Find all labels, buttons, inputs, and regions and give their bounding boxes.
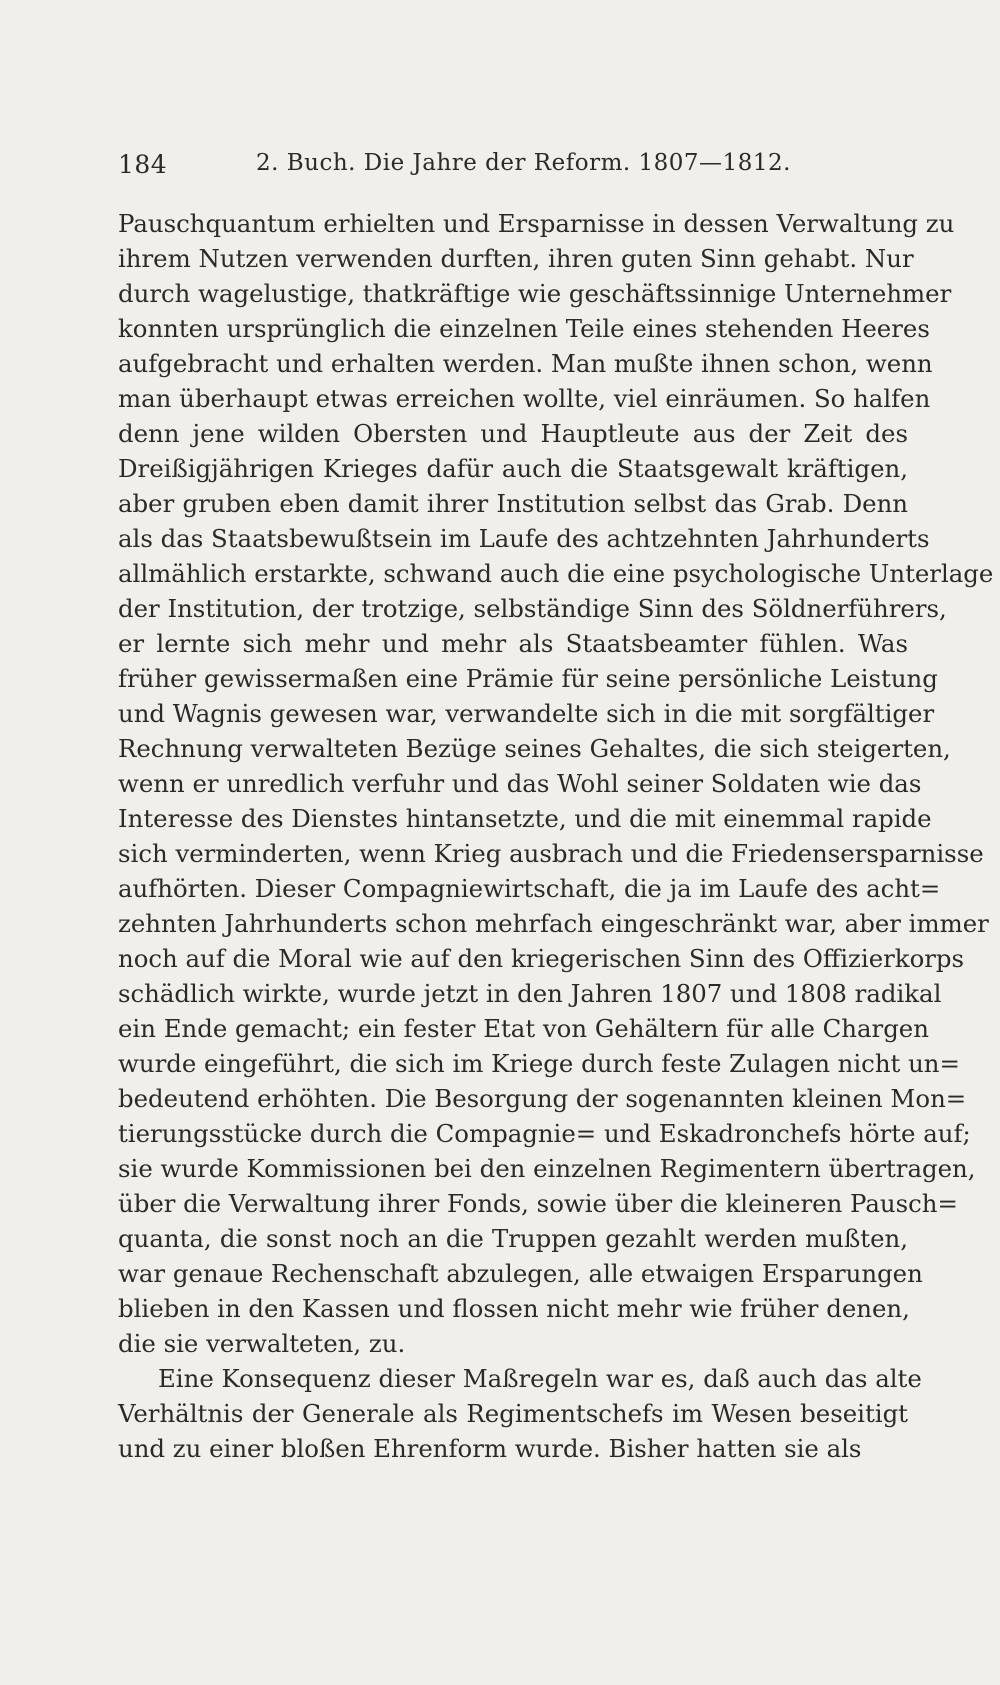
text-line: als das Staatsbewußtsein im Laufe des achtzehnten Jahrhunderts [118,524,930,553]
page-number: 184 [118,150,168,179]
text-line: Dreißigjährigen Krieges dafür auch die Staatsgewalt kräftigen, [118,454,908,483]
text-line: noch auf die Moral wie auf den kriegerischen Sinn des Offizierkorps [118,944,965,973]
text-line: und Wagnis gewesen war, verwandelte sich in die mit sorgfältiger [118,699,935,728]
text-line: sich verminderten, wenn Krieg ausbrach und die Friedensersparnisse [118,839,984,868]
text-line: quanta, die sonst noch an die Truppen gezahlt werden mußten, [118,1224,908,1253]
text-line: konnten ursprünglich die einzelnen Teile eines stehenden Heeres [118,314,930,343]
running-title: 2. Buch. Die Jahre der Reform. 1807—1812. [256,150,791,176]
text-line: und zu einer bloßen Ehrenform wurde. Bisher hatten sie als [118,1434,862,1463]
text-line: bedeutend erhöhten. Die Besorgung der sogenannten kleinen Mon= [118,1084,967,1113]
text-line: Eine Konsequenz dieser Maßregeln war es, daß auch das alte [158,1364,922,1393]
text-line: man überhaupt etwas erreichen wollte, viel einräumen. So halfen [118,384,931,413]
text-line: sie wurde Kommissionen bei den einzelnen Regimentern übertragen, [118,1154,976,1183]
text-line: allmählich erstarkte, schwand auch die eine psychologische Unterlage [118,559,994,588]
text-line: über die Verwaltung ihrer Fonds, sowie über die kleineren Pausch= [118,1189,958,1218]
text-line: er lernte sich mehr und mehr als Staatsbeamter fühlen. Was [118,629,908,658]
text-line: schädlich wirkte, wurde jetzt in den Jahren 1807 und 1808 radikal [118,979,942,1008]
body-text [118,206,994,1466]
text-line: blieben in den Kassen und flossen nicht mehr wie früher denen, [118,1294,910,1323]
text-line: Pauschquantum erhielten und Ersparnisse in dessen Verwaltung zu [118,209,955,238]
text-line: aber gruben eben damit ihrer Institution selbst das Grab. Denn [118,489,908,518]
text-line: die sie verwalteten, zu. [118,1329,406,1358]
paragraph [118,206,994,1361]
text-line: wurde eingeführt, die sich im Kriege durch feste Zulagen nicht un= [118,1049,960,1078]
text-line: aufhörten. Dieser Compagniewirtschaft, die ja im Laufe des acht= [118,874,941,903]
text-line: tierungsstücke durch die Compagnie= und Eskadronchefs hörte auf; [118,1119,971,1148]
text-line: der Institution, der trotzige, selbständige Sinn des Söldnerführers, [118,594,947,623]
text-line: zehnten Jahrhunderts schon mehrfach eingeschränkt war, aber immer [118,909,989,938]
paragraph [118,1361,922,1466]
text-line: Rechnung verwalteten Bezüge seines Gehaltes, die sich steigerten, [118,734,951,763]
text-line: aufgebracht und erhalten werden. Man mußte ihnen schon, wenn [118,349,933,378]
text-line: ein Ende gemacht; ein fester Etat von Gehältern für alle Chargen [118,1014,929,1043]
text-line: früher gewissermaßen eine Prämie für seine persönliche Leistung [118,664,938,693]
text-line: Interesse des Dienstes hintansetzte, und die mit einemmal rapide [118,804,932,833]
text-line: durch wagelustige, thatkräftige wie geschäftssinnige Unternehmer [118,279,952,308]
page-header [118,150,791,186]
text-line: wenn er unredlich verfuhr und das Wohl seiner Soldaten wie das [118,769,922,798]
text-line: denn jene wilden Obersten und Hauptleute aus der Zeit des [118,419,908,448]
text-line: Verhältnis der Generale als Regimentschefs im Wesen beseitigt [118,1399,908,1428]
text-line: ihrem Nutzen verwenden durften, ihren guten Sinn gehabt. Nur [118,244,914,273]
text-line: war genaue Rechenschaft abzulegen, alle etwaigen Ersparungen [118,1259,923,1288]
